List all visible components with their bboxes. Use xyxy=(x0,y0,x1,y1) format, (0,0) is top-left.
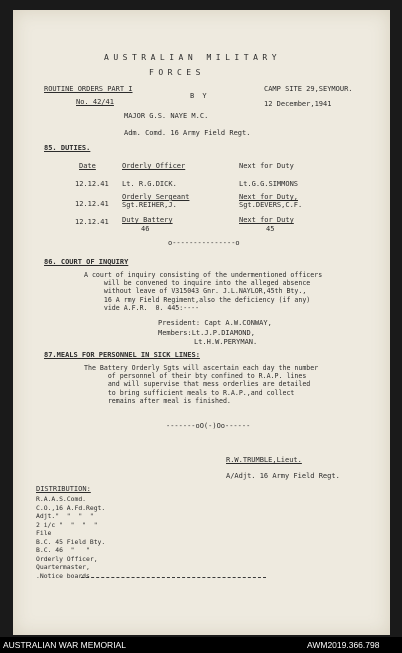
row2-date: 12.12.41 xyxy=(75,200,109,208)
meals-body: The Battery Orderly Sgts will ascertain each day the number of personnel of their bty confined to R.A.P. lines and will supervise that mess orderlies are detailed to bring sufficient meals to R.A.P.,and collect remains after meal is finished. xyxy=(84,364,319,405)
adm-command: Adm. Comd. 16 Army Field Regt. xyxy=(124,129,251,137)
distribution-list: R.A.A.S.Comd. C.O.,16 A.Fd.Regt. Adjt." " " " 2 i/c " " " " File B.C. 45 Field Bty. B.C. 46 " " Orderly Officer, Quartermaster, .Notice boards. xyxy=(36,495,106,580)
footer-bar xyxy=(0,637,402,653)
inquiry-member-2: Lt.H.W.PERYMAN. xyxy=(194,338,258,346)
footer-source: AUSTRALIAN WAR MEMORIAL xyxy=(3,640,126,650)
col-orderly-officer: Orderly Officer xyxy=(122,162,186,170)
row3-next: Next for Duty xyxy=(239,216,294,224)
row2-duty: Orderly Sergeant xyxy=(122,193,190,201)
camp-site: CAMP SITE 29,SEYMOUR. xyxy=(264,85,353,93)
row2-next: Next for Duty, xyxy=(239,193,299,201)
signature-name: R.W.TRUMBLE,Lieut. xyxy=(226,456,302,464)
col-date: Date xyxy=(79,162,96,170)
order-number: No. 42/41 xyxy=(76,98,114,106)
title-forces: FORCES xyxy=(149,68,205,77)
inquiry-members: Members:Lt.J.P.DIAMOND, xyxy=(158,329,255,337)
row1-next: Lt.G.G.SIMMONS xyxy=(239,180,299,188)
inquiry-body: A court of inquiry consisting of the undermentioned officers will be convened to inquire into the alleged absence without leave of V315043 Gnr. J.L.NAYLOR,45th Bty., 16 A rmy Field Regiment,also the deficiency (if any) vide A.F.R. 0. 445:---- xyxy=(84,271,323,312)
signature-role: A/Adjt. 16 Army Field Regt. xyxy=(226,472,340,480)
meals-separator: -------oO(-)Oo------ xyxy=(166,422,251,430)
col-next-duty: Next for Duty xyxy=(239,162,294,170)
inquiry-president: President: Capt A.W.CONWAY, xyxy=(158,319,272,327)
distribution-heading: DISTRIBUTION: xyxy=(36,485,91,493)
row3-duty-number: 46 xyxy=(141,225,150,233)
row3-duty: Duty Battery xyxy=(122,216,173,224)
row1-date: 12.12.41 xyxy=(75,180,109,188)
duties-separator: o---------------o xyxy=(168,239,240,247)
order-date: 12 December,1941 xyxy=(264,100,332,108)
footer-id: AWM2019.366.798 xyxy=(307,640,380,650)
duties-heading: 85. DUTIES. xyxy=(44,144,91,152)
row2-duty-name: Sgt.REIHER,J. xyxy=(122,201,177,209)
major-name: MAJOR G.S. NAYE M.C. xyxy=(124,112,209,120)
inquiry-heading: 86. COURT OF INQUIRY xyxy=(44,258,129,266)
meals-heading: 87.MEALS FOR PERSONNEL IN SICK LINES: xyxy=(44,351,200,359)
closing-rule xyxy=(81,577,266,578)
row2-next-name: Sgt.DEVERS,C.F. xyxy=(239,201,303,209)
routine-orders-label: ROUTINE ORDERS PART I xyxy=(44,85,133,93)
row3-date: 12.12.41 xyxy=(75,218,109,226)
row1-duty: Lt. R.G.DICK. xyxy=(122,180,177,188)
row3-next-number: 45 xyxy=(266,225,275,233)
by-label: B Y xyxy=(190,92,209,100)
title-australian-military: AUSTRALIAN MILITARY xyxy=(104,53,282,62)
